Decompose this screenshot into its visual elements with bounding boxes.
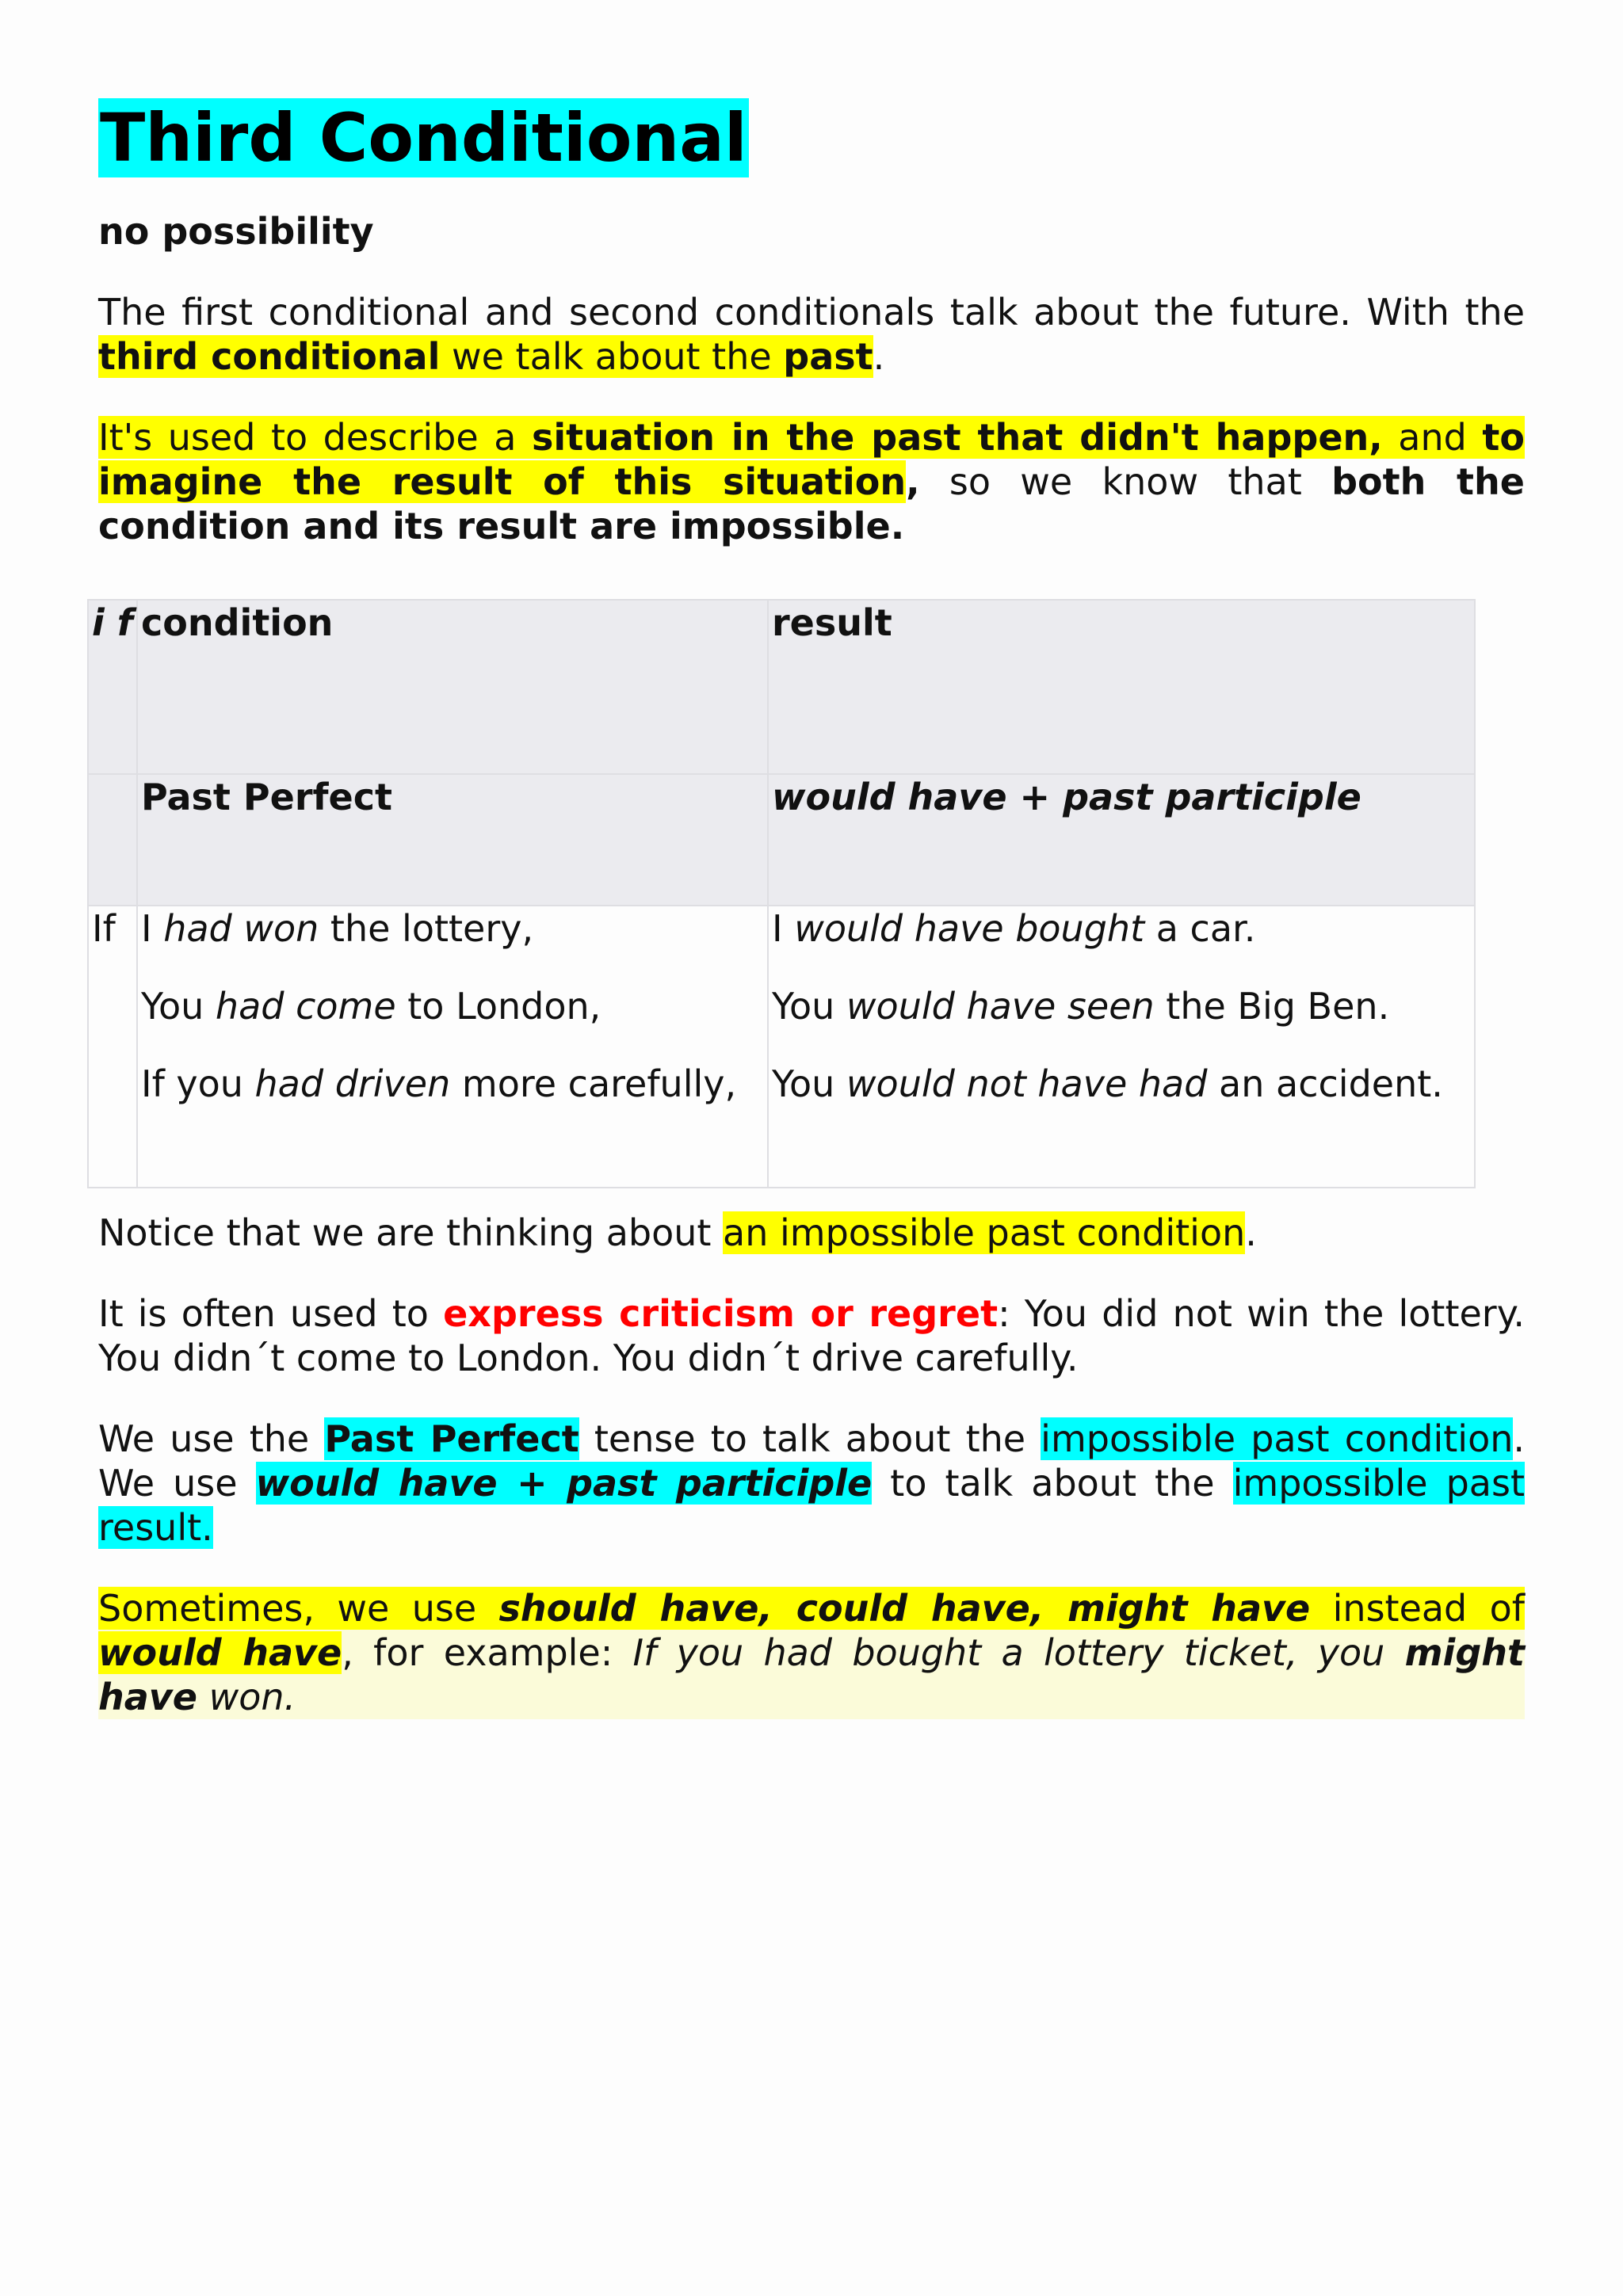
bold-text: , <box>906 460 920 503</box>
text-run: an accident. <box>1207 1062 1443 1105</box>
notice-paragraph <box>98 1211 1525 1255</box>
bold-text: third conditional <box>98 335 441 378</box>
forms-cell-empty <box>88 774 137 906</box>
result-header-text: result <box>772 601 892 644</box>
text-run: I <box>141 907 164 950</box>
condition-form-text: Past Perfect <box>141 776 392 818</box>
highlighted-run: instead of <box>1310 1587 1526 1630</box>
text-run: It's used to describe a <box>98 416 532 459</box>
forms-cell-condition <box>137 774 768 906</box>
highlighted-run: Sometimes, we use <box>98 1587 499 1630</box>
text-run: It is often used to <box>98 1292 444 1335</box>
text-run: We use the <box>98 1417 325 1460</box>
cyan-bold-italic-run: would have + past participle <box>255 1462 873 1505</box>
condition-header-text: condition <box>141 601 334 644</box>
text-run: to London, <box>395 985 601 1028</box>
text-run: You <box>772 985 846 1028</box>
cyan-run: impossible past condition <box>1041 1417 1514 1460</box>
text-run: You <box>141 985 216 1028</box>
tense-usage-paragraph <box>98 1417 1525 1550</box>
text-run: . <box>1245 1211 1257 1254</box>
highlighted-run <box>98 335 873 378</box>
result-example <box>772 906 1471 951</box>
text-run: more carefully, <box>450 1062 737 1105</box>
text-run: a car. <box>1144 907 1256 950</box>
text-run: and <box>1382 416 1483 459</box>
text-run: so we know that <box>919 460 1332 503</box>
text-run: The first conditional and second conditionals talk about the future. With the <box>98 291 1525 334</box>
page-title: Third Conditional <box>100 99 747 177</box>
header-cell-condition <box>137 600 768 774</box>
verb-form: had won <box>163 907 319 950</box>
bold-text: situation in the past that didn't happen, <box>531 416 1383 459</box>
table-header-row <box>88 600 1475 774</box>
example-sentence: If you had bought a lottery ticket, you <box>632 1631 1405 1674</box>
cyan-run: impossible past result. <box>98 1462 1525 1549</box>
document-explanations <box>98 1211 1525 1719</box>
bold-text: both the condition and its result are impossible. <box>98 460 1525 547</box>
bold-text: to imagine the result of this situation <box>98 416 1526 503</box>
text-run: , for example: <box>342 1631 633 1674</box>
text-run: I <box>772 907 795 950</box>
condition-example <box>141 1062 764 1106</box>
table-examples-row <box>88 906 1475 1188</box>
verb-form: had driven <box>254 1062 451 1105</box>
result-form-text: would have + past participle <box>772 776 1361 818</box>
modal-alternatives-paragraph <box>98 1586 1525 1719</box>
if-header-text: i f <box>92 601 133 644</box>
criticism-paragraph <box>98 1291 1525 1380</box>
text-run: You <box>772 1062 846 1105</box>
result-example <box>772 984 1471 1028</box>
intro-paragraph <box>98 290 1525 379</box>
bold-text: past <box>783 335 873 378</box>
modal-verbs: should have, could have, might have <box>498 1587 1311 1630</box>
condition-example <box>141 906 764 951</box>
condition-example <box>141 984 764 1028</box>
grammar-table <box>87 599 1476 1188</box>
text-run: . We use <box>98 1417 1525 1505</box>
text-run: . <box>873 335 885 378</box>
verb-form: would have seen <box>846 985 1155 1028</box>
red-emphasis: express criticism or regret <box>443 1292 999 1335</box>
text-run: If you <box>141 1062 255 1105</box>
table-forms-row <box>88 774 1475 906</box>
text-run: tense to talk about the <box>579 1417 1041 1460</box>
verb-form: would have bought <box>794 907 1145 950</box>
might-have-text: might have <box>98 1631 1525 1718</box>
examples-cell-if <box>88 906 137 1188</box>
header-cell-result <box>768 600 1475 774</box>
text-run: Notice that we are thinking about <box>98 1211 724 1254</box>
document-intro <box>98 98 1525 548</box>
verb-form: would not have had <box>846 1062 1208 1105</box>
result-example <box>772 1062 1471 1106</box>
if-word: If <box>92 907 116 950</box>
text-run: to talk about the <box>872 1462 1233 1505</box>
examples-cell-condition <box>137 906 768 1188</box>
cyan-bold-run: Past Perfect <box>324 1417 579 1460</box>
text-run: : You did not win the lottery. You didn´t come to London. You didn´t drive carefully. <box>98 1292 1526 1379</box>
subtitle: no possibility <box>98 210 374 253</box>
text-run: the lottery, <box>319 907 534 950</box>
text-run: the Big Ben. <box>1154 985 1390 1028</box>
text-run: we talk about the <box>440 335 784 378</box>
usage-paragraph <box>98 415 1525 548</box>
example-sentence-end: won. <box>197 1676 296 1718</box>
highlighted-run: an impossible past condition <box>723 1211 1246 1254</box>
verb-form: had come <box>215 985 396 1028</box>
forms-cell-result <box>768 774 1475 906</box>
examples-cell-result <box>768 906 1475 1188</box>
header-cell-if <box>88 600 137 774</box>
would-have-text: would have <box>98 1631 342 1674</box>
